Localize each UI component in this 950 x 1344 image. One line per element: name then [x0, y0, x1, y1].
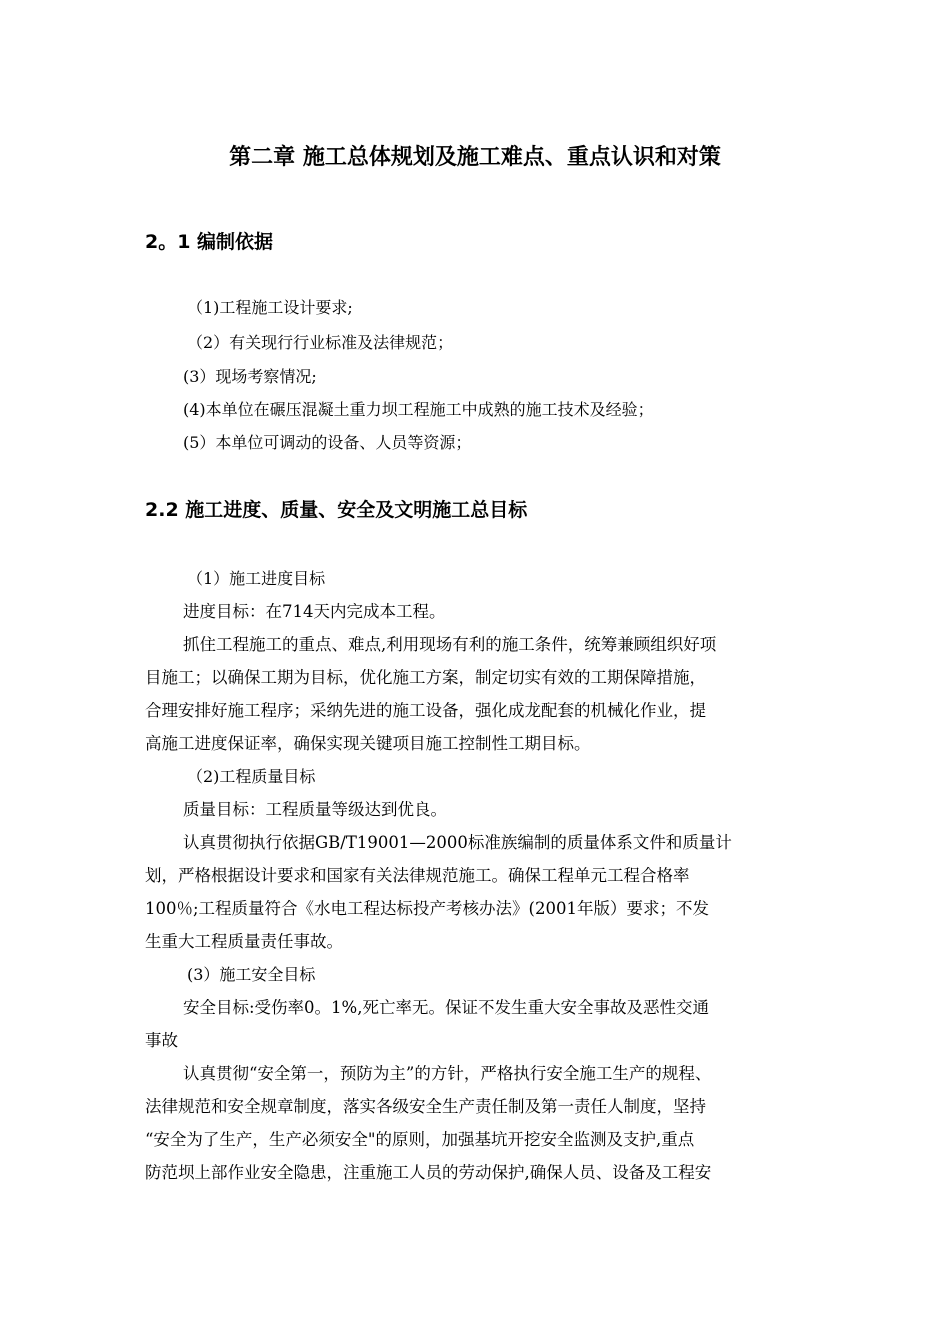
- paragraph-line: 认真贯彻执行依据GB/T19001—2000标准族编制的质量体系文件和质量计: [183, 833, 732, 852]
- paragraph-line: 防范坝上部作业安全隐患，注重施工人员的劳动保护,确保人员、设备及工程安: [145, 1163, 712, 1182]
- list-item: (4)本单位在碾压混凝土重力坝工程施工中成熟的施工技术及经验；: [183, 400, 654, 419]
- section-heading-2-2: 2.2 施工进度、质量、安全及文明施工总目标: [145, 499, 528, 521]
- paragraph-line: 划，严格根据设计要求和国家有关法律规范施工。确保工程单元工程合格率: [145, 866, 690, 885]
- paragraph-line: 生重大工程质量责任事故。: [145, 932, 343, 951]
- subheading-schedule: （1）施工进度目标: [187, 569, 326, 588]
- subheading-quality: （2)工程质量目标: [187, 767, 316, 786]
- list-item: (5）本单位可调动的设备、人员等资源；: [183, 433, 472, 452]
- paragraph-line: 合理安排好施工程序；采纳先进的施工设备，强化成龙配套的机械化作业，提: [145, 701, 706, 720]
- section-heading-2-1: 2。1 编制依据: [145, 231, 274, 253]
- paragraph-line: 进度目标：在714天内完成本工程。: [183, 602, 446, 621]
- paragraph-line: 100％;工程质量符合《水电工程达标投产考核办法》(2001年版）要求；不发: [145, 899, 709, 918]
- paragraph-line: 事故: [145, 1031, 178, 1050]
- paragraph-line: 高施工进度保证率，确保实现关键项目施工控制性工期目标。: [145, 734, 591, 753]
- chapter-title: 第二章 施工总体规划及施工难点、重点认识和对策: [229, 145, 721, 170]
- paragraph-line: 抓住工程施工的重点、难点,利用现场有利的施工条件，统筹兼顾组织好项: [183, 635, 717, 654]
- paragraph-line: 法律规范和安全规章制度，落实各级安全生产责任制及第一责任人制度，坚持: [145, 1097, 706, 1116]
- list-item: (3）现场考察情况;: [183, 367, 317, 386]
- paragraph-line: “安全为了生产，生产必须安全"的原则，加强基坑开挖安全监测及支护,重点: [145, 1130, 695, 1149]
- paragraph-line: 目施工；以确保工期为目标，优化施工方案，制定切实有效的工期保障措施，: [145, 668, 706, 687]
- list-item: （1)工程施工设计要求;: [187, 298, 353, 317]
- paragraph-line: 质量目标：工程质量等级达到优良。: [183, 800, 447, 819]
- paragraph-line: 认真贯彻“安全第一，预防为主”的方针，严格执行安全施工生产的规程、: [183, 1064, 712, 1083]
- subheading-safety: (3）施工安全目标: [187, 965, 316, 984]
- paragraph-line: 安全目标:受伤率0。1%,死亡率无。保证不发生重大安全事故及恶性交通: [183, 998, 709, 1017]
- list-item: （2）有关现行行业标准及法律规范；: [187, 333, 454, 352]
